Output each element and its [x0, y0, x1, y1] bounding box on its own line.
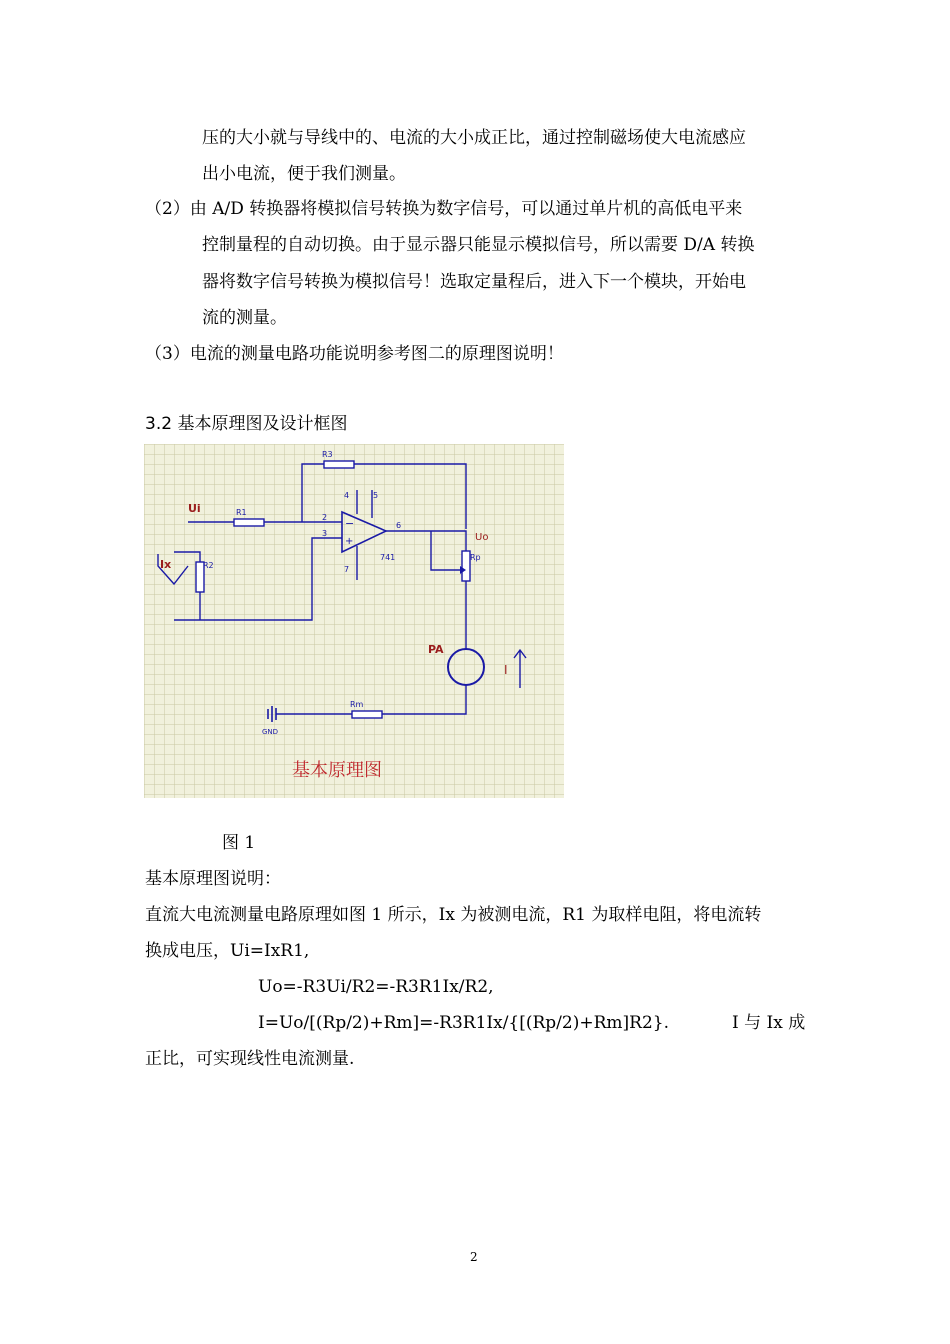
- text-line-1: 压的大小就与导线中的、电流的大小成正比，通过控制磁场使大电流感应: [202, 128, 746, 148]
- text-line-3: （2）由 A/D 转换器将模拟信号转换为数字信号，可以通过单片机的高低电平来: [145, 199, 743, 219]
- opamp-plus-sign: +: [345, 536, 354, 547]
- label-r2: R2: [203, 561, 214, 570]
- label-pin5: 5: [373, 491, 379, 500]
- resistor-r3: [324, 461, 354, 468]
- text-line-4: 控制量程的自动切换。由于显示器只能显示模拟信号，所以需要 D/A 转换: [202, 235, 755, 255]
- label-ui: Ui: [188, 502, 201, 515]
- figure-caption: 图 1: [222, 833, 256, 853]
- label-r3: R3: [322, 450, 333, 459]
- resistor-rm: [352, 711, 382, 718]
- text-line-7: （3）电流的测量电路功能说明参考图二的原理图说明！: [145, 344, 564, 364]
- label-pin3: 3: [322, 529, 328, 538]
- label-rp: Rp: [470, 553, 481, 562]
- equation-2: I=Uo/[(Rp/2)+Rm]=-R3R1Ix/{[(Rp/2)+Rm]R2}.: [258, 1013, 669, 1033]
- label-741: 741: [380, 553, 396, 562]
- text-line-5: 器将数字信号转换为模拟信号！选取定量程后，进入下一个模块，开始电: [202, 272, 746, 292]
- potentiometer-rp: [462, 551, 470, 581]
- figure-title: 基本原理图: [292, 760, 382, 781]
- label-r1: R1: [236, 508, 247, 517]
- label-pin7: 7: [344, 565, 350, 574]
- label-i: I: [504, 663, 508, 677]
- resistor-r2: [234, 519, 264, 526]
- label-ix: Ix: [160, 558, 172, 571]
- opamp-minus-sign: −: [345, 517, 355, 530]
- section-heading: 3.2 基本原理图及设计框图: [145, 414, 348, 434]
- label-uo: Uo: [475, 532, 489, 543]
- text-line-6: 流的测量。: [202, 308, 287, 328]
- label-rm: Rm: [350, 700, 364, 709]
- label-gnd: GND: [262, 728, 279, 736]
- page-number: 2: [470, 1250, 478, 1264]
- paragraph-line-1: 直流大电流测量电路原理如图 1 所示，Ix 为被测电流，R1 为取样电阻，将电流转: [145, 905, 762, 925]
- grid-background: [144, 444, 564, 798]
- circuit-diagram: [144, 444, 564, 798]
- equation-2-tail: I 与 Ix 成: [732, 1013, 806, 1033]
- label-pa: PA: [428, 643, 444, 656]
- text-line-2: 出小电流，便于我们测量。: [202, 164, 406, 184]
- label-pin6: 6: [396, 521, 402, 530]
- paragraph-line-2: 换成电压，Ui=IxR1,: [145, 941, 310, 961]
- explain-title: 基本原理图说明：: [145, 869, 281, 889]
- paragraph-end: 正比，可实现线性电流测量.: [145, 1049, 355, 1069]
- label-pin2: 2: [322, 513, 328, 522]
- label-pin4: 4: [344, 491, 350, 500]
- equation-1: Uo=-R3Ui/R2=-R3R1Ix/R2,: [258, 977, 494, 997]
